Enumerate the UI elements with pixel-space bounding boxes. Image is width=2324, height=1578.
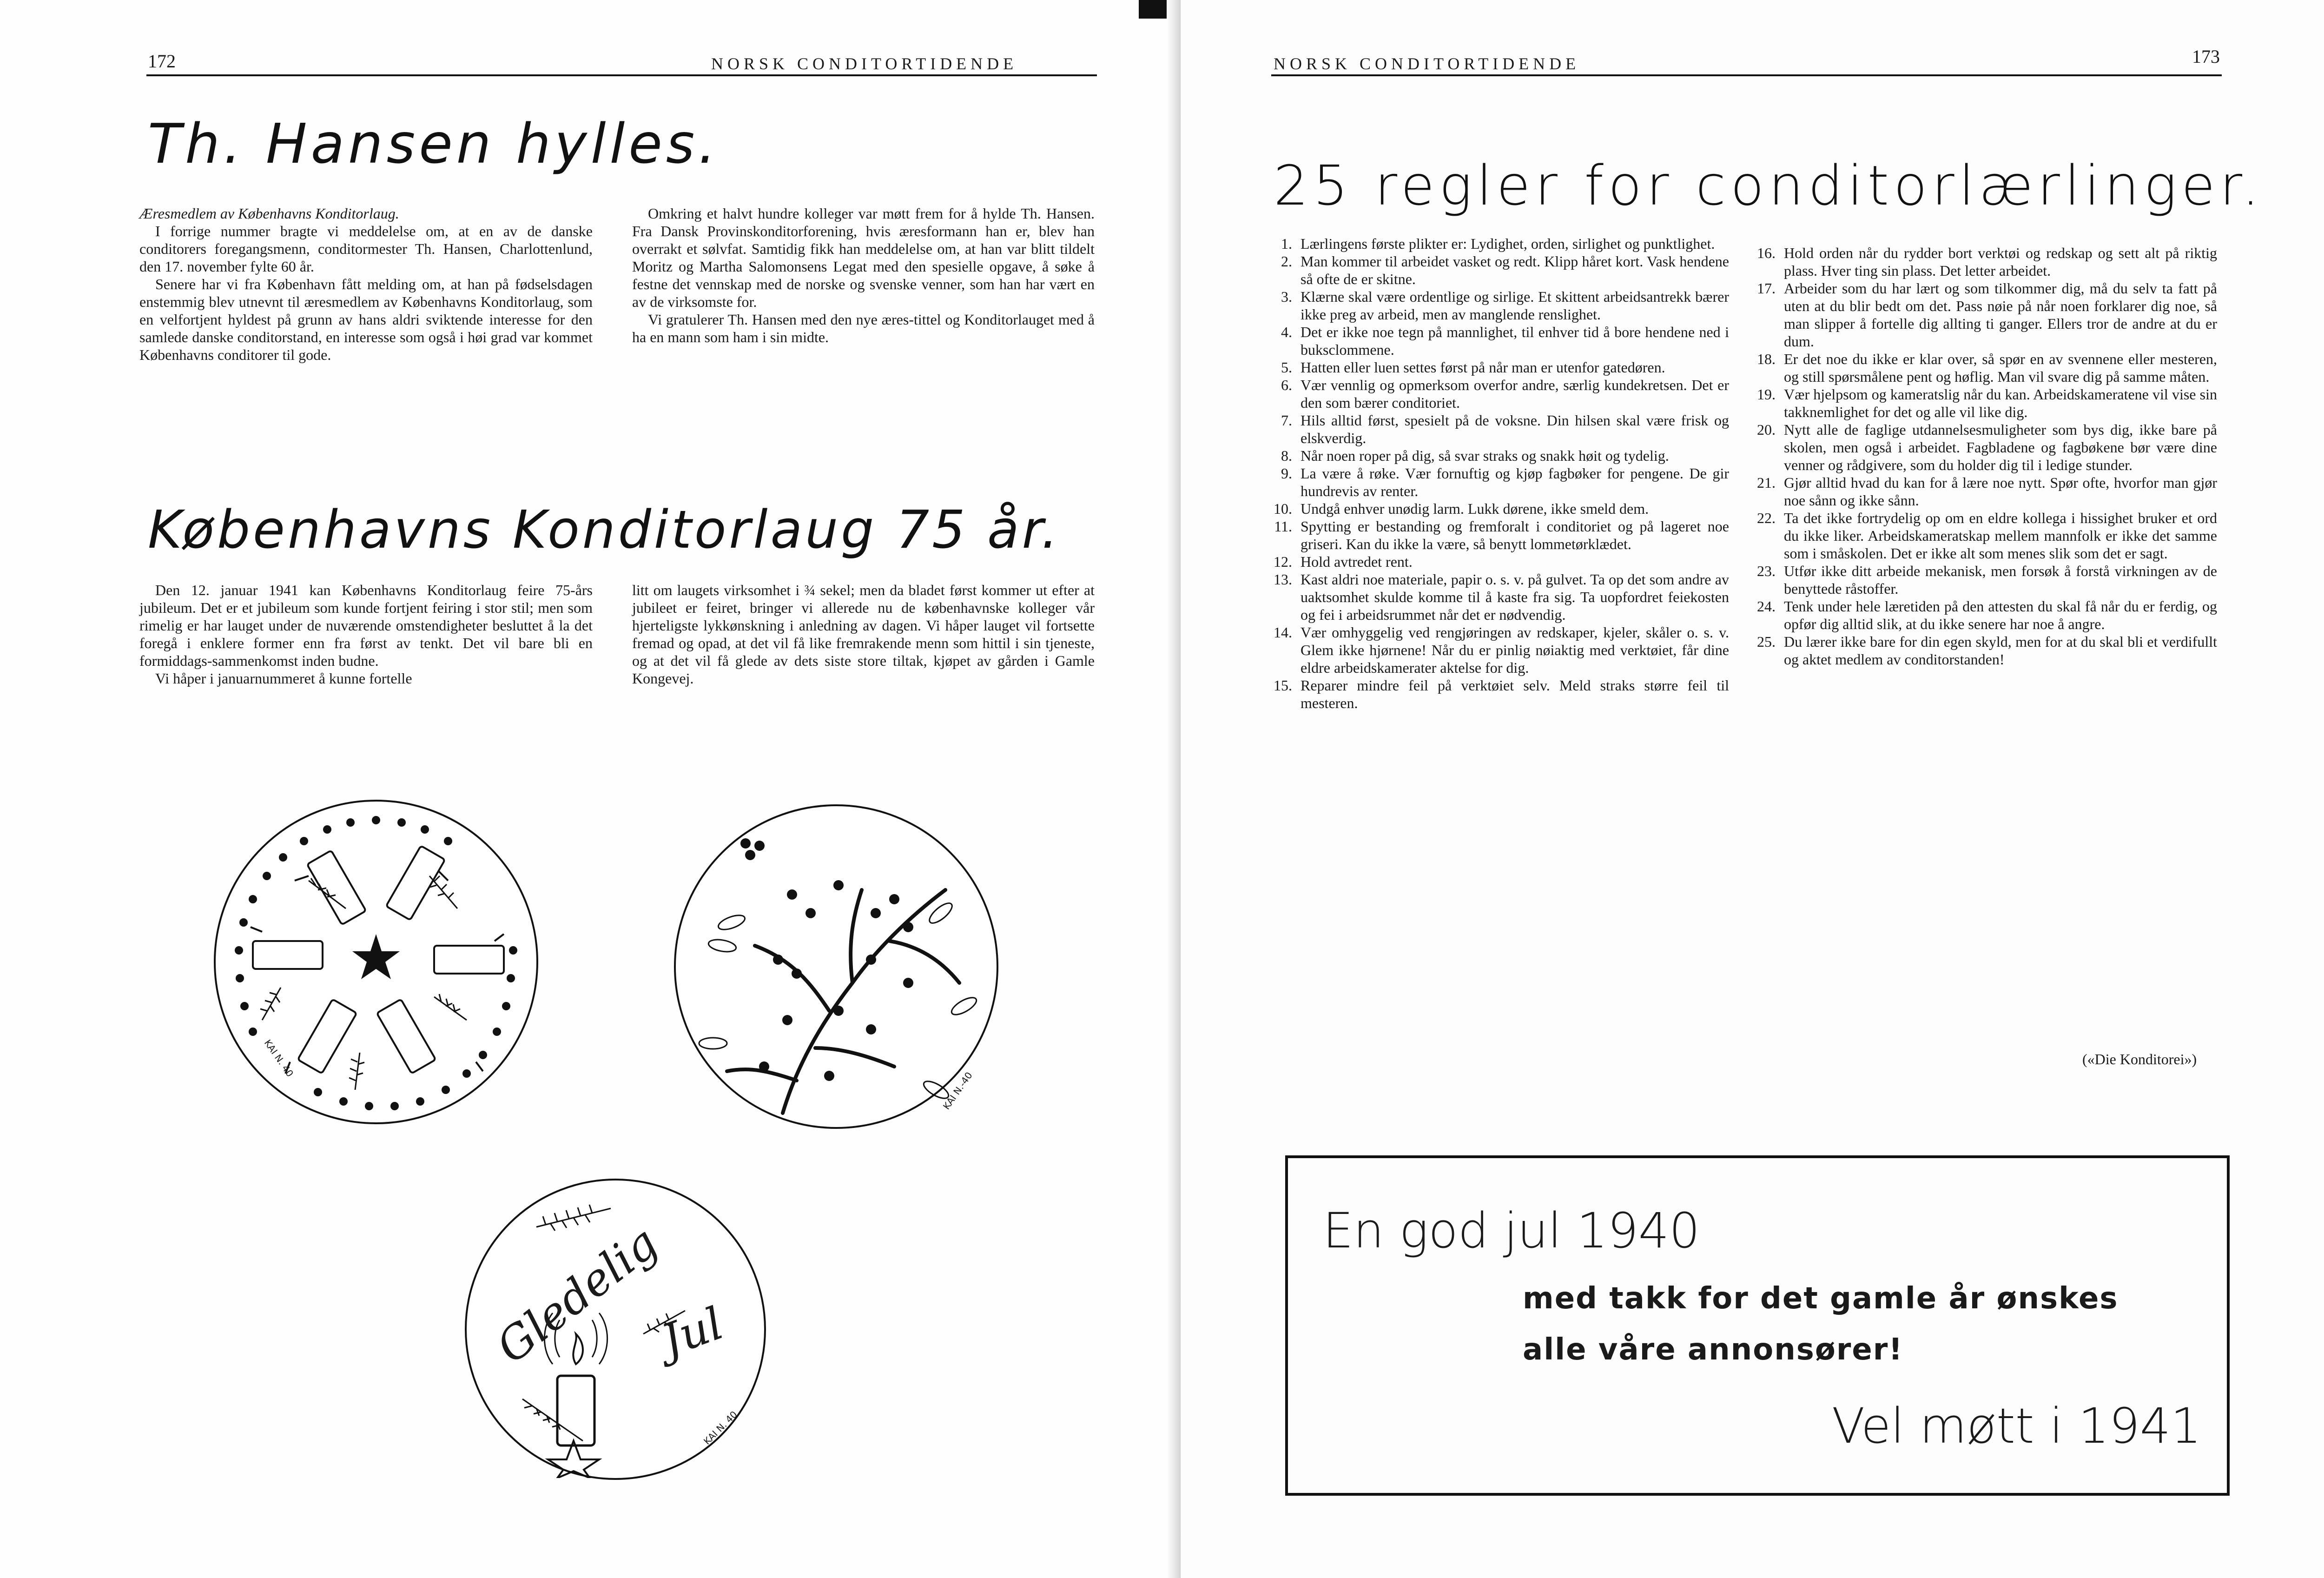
rule-number: 12. bbox=[1274, 553, 1292, 570]
rule-item bbox=[1748, 279, 2217, 350]
rule-item bbox=[1748, 244, 2217, 279]
rule-text: Hils alltid først, spesielt på de voksne. Din hilsen skal være frisk og elskverdig. bbox=[1301, 412, 1729, 446]
illustration-signature: KAI N.-40 bbox=[940, 1070, 975, 1112]
rule-number: 2. bbox=[1281, 253, 1292, 270]
rule-number: 7. bbox=[1281, 412, 1292, 429]
article1-title: Th. Hansen hylles. bbox=[148, 112, 720, 176]
rule-text: Utfør ikke ditt arbeide mekanisk, men forsøk å forstå virkningen av de benyttede råstoffer. bbox=[1784, 563, 2217, 597]
rule-text: Vær vennlig og opmerksom overfor andre, særlig kundekretsen. Det er den som bærer conditoriet. bbox=[1301, 377, 1729, 411]
article2-para: Den 12. januar 1941 kan Københavns Konditorlaug feire 75-års jubileum. Det er et jubileum som kunde fortjent feiring i stor stil; men som rimelig er har lauget under de nuværende omstendigheter besluttet å la det foregå i enklere former enn fra først av tenkt. Det vil bare bli en formiddags-sammenkomst inden budne. bbox=[139, 582, 593, 669]
illustration-signature: KAI N. 40 bbox=[701, 1409, 739, 1447]
christmas-advertisement bbox=[1285, 1155, 2230, 1496]
ad-line-newyear: Vel møtt i 1941 bbox=[1832, 1398, 2202, 1454]
rule-number: 13. bbox=[1274, 571, 1292, 588]
rule-text: Du lærer ikke bare for din egen skyld, men for at du skal bli et verdifullt og aktet medlem av conditorstanden! bbox=[1784, 633, 2217, 668]
article2-title: Københavns Konditorlaug 75 år. bbox=[148, 500, 1061, 560]
rule-number: 19. bbox=[1757, 386, 1776, 403]
rule-item bbox=[1264, 235, 1729, 252]
rule-text: Tenk under hele læretiden på den attesten du skal få når du er ferdig, og opfør dig alltid slik, at du ikke senere har noe å angre. bbox=[1784, 598, 2217, 632]
rule-text: Kast aldri noe materiale, papir o. s. v. på gulvet. Ta op det som andre av uaktsomhet skulde komme til å kaste fra sig. Ta uopfordret feiekosten og fei i arbeidsrummet når det er nødvendig. bbox=[1301, 571, 1729, 623]
rule-text: Vær omhyggelig ved rengjøringen av redskaper, kjeler, skåler o. s. v. Glem ikke hjørnene! Når du er pinlig nøiaktig med verktøiet, får dine eldre arbeidskamerater aktelse for dig. bbox=[1301, 624, 1729, 676]
rule-text: Spytting er bestanding og fremforalt i conditoriet og på lageret noe griseri. Kan du ikke la være, så benytt lommetørklædet. bbox=[1301, 518, 1729, 552]
rule-item bbox=[1264, 623, 1729, 676]
running-head-left: NORSK CONDITORTIDENDE bbox=[711, 54, 1018, 73]
rule-item bbox=[1264, 323, 1729, 358]
header-rule-right bbox=[1271, 74, 2222, 76]
rule-number: 18. bbox=[1757, 351, 1776, 367]
rule-number: 10. bbox=[1274, 500, 1292, 517]
rule-item bbox=[1748, 350, 2217, 385]
rule-item bbox=[1264, 500, 1729, 517]
rule-text: Arbeider som du har lært og som tilkommer dig, må du selv ta fatt på uten at du blir bedt om det. Pass nøie på når noen forklarer dig noe, så man slipper å fortelle dig allting ti ganger. Ellers tror de andre at du er dum. bbox=[1784, 280, 2217, 350]
article2-para: Vi håper i januarnummeret å kunne fortelle bbox=[155, 670, 412, 687]
rule-number: 15. bbox=[1274, 677, 1292, 694]
article1-para: Senere har vi fra København fått melding om, at han på fødselsdagen enstemmig blev utnevnt til æresmedlem av Københavns Konditorlaug, som en velfortjent hyldest på grunn av hans aldri sviktende interesse for den samlede danske conditorstand, en interesse som også i høi grad var kommet Københavns conditorer til gode. bbox=[139, 276, 593, 363]
greeting-gledelig: Gledelig bbox=[487, 1216, 667, 1373]
rule-number: 20. bbox=[1757, 421, 1776, 438]
rule-item bbox=[1748, 421, 2217, 474]
rule-number: 8. bbox=[1281, 447, 1292, 464]
rule-item bbox=[1748, 474, 2217, 509]
rule-item bbox=[1748, 509, 2217, 562]
rule-text: Ta det ikke fortrydelig op om en eldre kollega i hissighet bruker et ord du ikke liker. Arbeidskameratskap mellem mannfolk er ikke det samme som i småskolen. Det er ikke alt som menes slik som det er sagt. bbox=[1784, 510, 2217, 562]
gledelig-jul-illustration bbox=[465, 1179, 766, 1480]
rule-text: Vær hjelpsom og kameratslig når du kan. Arbeidskameratene vil vise sin takknemlighet for det og alle vil like dig. bbox=[1784, 386, 2217, 420]
rule-text: Gjør alltid hvad du kan for å lære noe nytt. Spør ofte, hvorfor man gjør noe sånn og ikke sånn. bbox=[1784, 474, 2217, 509]
rule-number: 1. bbox=[1281, 235, 1292, 252]
rule-item bbox=[1264, 376, 1729, 411]
illustration-signature: KAI N. 40 bbox=[262, 1037, 296, 1079]
article1-para: Vi gratulerer Th. Hansen med den nye æres-tittel og Konditorlauget med å ha en mann som ham i sin midte. bbox=[632, 311, 1095, 345]
rule-item bbox=[1264, 358, 1729, 376]
rule-item bbox=[1748, 562, 2217, 597]
rule-item bbox=[1264, 553, 1729, 570]
rule-item bbox=[1264, 676, 1729, 712]
rule-item bbox=[1264, 570, 1729, 623]
rule-item bbox=[1264, 447, 1729, 464]
header-rule-left bbox=[146, 74, 1097, 76]
ad-line-christmas: En god jul 1940 bbox=[1323, 1202, 1700, 1259]
rules-source: («Die Konditorei») bbox=[2082, 1051, 2197, 1067]
rule-text: Det er ikke noe tegn på mannlighet, til enhver tid å bore hendene ned i buksclommene. bbox=[1301, 324, 1729, 358]
rule-number: 9. bbox=[1281, 465, 1292, 482]
rule-text: Nytt alle de faglige utdannelsesmuligheter som bys dig, ikke bare på skolen, men også i arbeidet. Fagbladene og fagbøkene bør være dine venner og rådgivere, som du holder dig til i ledige stunder. bbox=[1784, 421, 2217, 473]
rule-text: Hold orden når du rydder bort verktøi og redskap og sett alt på riktig plass. Hver ting sin plass. Det letter arbeidet. bbox=[1784, 245, 2217, 279]
rule-text: Undgå enhver unødig larm. Lukk dørene, ikke smeld dem. bbox=[1301, 500, 1649, 517]
article1-col2 bbox=[632, 205, 1095, 346]
rule-number: 21. bbox=[1757, 474, 1776, 491]
rule-number: 6. bbox=[1281, 377, 1292, 393]
rule-text: Man kommer til arbeidet vasket og redt. Klipp håret kort. Vask hendene så ofte de er skitne. bbox=[1301, 253, 1729, 287]
rule-item bbox=[1264, 517, 1729, 553]
rule-number: 14. bbox=[1274, 624, 1292, 641]
running-head-right: NORSK CONDITORTIDENDE bbox=[1274, 54, 1580, 73]
rule-item bbox=[1264, 464, 1729, 500]
page-number-left: 172 bbox=[148, 51, 176, 72]
article1-para: I forrige nummer bragte vi meddelelse om, at en av de danske conditorers foregangsmenn, conditormester Th. Hansen, Charlottenlund, den 17. november fylte 60 år. bbox=[139, 223, 593, 275]
rule-number: 16. bbox=[1757, 245, 1776, 261]
rule-item bbox=[1748, 385, 2217, 421]
rule-number: 24. bbox=[1757, 598, 1776, 615]
rule-text: Lærlingens første plikter er: Lydighet, orden, sirlighet og punktlighet. bbox=[1301, 235, 1715, 252]
article1-col1 bbox=[139, 205, 593, 364]
rule-text: La være å røke. Vær fornuftig og kjøp fagbøker for pengene. De gir hundrevis av renter. bbox=[1301, 465, 1729, 499]
rule-text: Er det noe du ikke er klar over, så spør en av svennene eller mesteren, og still spørsmålene pent og høflig. Man vil svare dig på samme måten. bbox=[1784, 351, 2217, 385]
article2-para: litt om laugets virksomhet i ¾ sekel; men da bladet først kommer ut efter at jubileet er feiret, bringer vi allerede nu de københavnske kolleger vår hjerteligste lykkønskning i anledning av dagen. Vi håper lauget vil fortsette fremad og opad, at det vil få like fremrakende menn som hittil i sin tjeneste, og at det vil få glede av dets siste store tiltak, kjøpet av gården i Gamle Kongevej. bbox=[632, 582, 1095, 687]
branch-berries-illustration bbox=[674, 804, 998, 1129]
page-number-right: 173 bbox=[2192, 46, 2220, 67]
rule-text: Klærne skal være ordentlige og sirlige. Et skittent arbeidsantrekk bærer ikke preg av arbeid, men av manglende renslighet. bbox=[1301, 288, 1729, 323]
rules-title: 25 regler for conditorlærlinger. bbox=[1274, 153, 2264, 218]
ad-line-advertisers: alle våre annonsører! bbox=[1523, 1333, 1903, 1367]
article2-col2 bbox=[632, 581, 1095, 687]
greeting-jul: Jul bbox=[654, 1297, 730, 1367]
rule-number: 11. bbox=[1274, 518, 1292, 535]
rule-number: 17. bbox=[1757, 280, 1776, 297]
rule-text: Hatten eller luen settes først på når man er utenfor gatedøren. bbox=[1301, 359, 1665, 376]
rule-number: 3. bbox=[1281, 288, 1292, 305]
branch-drawing bbox=[676, 806, 997, 1127]
rule-number: 22. bbox=[1757, 510, 1776, 526]
rules-list-col2 bbox=[1748, 244, 2217, 668]
rule-number: 23. bbox=[1757, 563, 1776, 579]
ad-line-thanks: med takk for det gamle år ønskes bbox=[1523, 1281, 2119, 1316]
advent-candles-illustration bbox=[214, 800, 538, 1124]
rule-item bbox=[1264, 411, 1729, 447]
article1-para: Omkring et halvt hundre kolleger var møtt frem for å hylde Th. Hansen. Fra Dansk Provinskonditorforening, hvis æresformann han er, blev han overrakt et sølvfat. Samtidig fikk han meddelelse om, at han var blitt tildelt Moritz og Martha Salomonsens Legat med den spesielle opgave, å søke å festne det vennskap med de norske og svenske venner, som han har vært en av de virksomste for. bbox=[632, 205, 1095, 310]
candles-drawing bbox=[216, 802, 536, 1122]
rule-item bbox=[1264, 288, 1729, 323]
rule-number: 5. bbox=[1281, 359, 1292, 376]
rule-number: 25. bbox=[1757, 633, 1776, 650]
rule-text: Reparer mindre feil på verktøiet selv. Meld straks større feil til mesteren. bbox=[1301, 677, 1729, 711]
rule-text: Hold avtredet rent. bbox=[1301, 553, 1413, 570]
rule-item bbox=[1264, 252, 1729, 288]
rules-list-col1 bbox=[1264, 235, 1729, 712]
rule-text: Når noen roper på dig, så svar straks og snakk høit og tydelig. bbox=[1301, 447, 1669, 464]
rule-item bbox=[1748, 597, 2217, 633]
rule-number: 4. bbox=[1281, 324, 1292, 340]
article1-subtitle: Æresmedlem av Københavns Konditorlaug. bbox=[139, 205, 399, 222]
rule-item bbox=[1748, 633, 2217, 668]
article2-col1 bbox=[139, 581, 593, 687]
